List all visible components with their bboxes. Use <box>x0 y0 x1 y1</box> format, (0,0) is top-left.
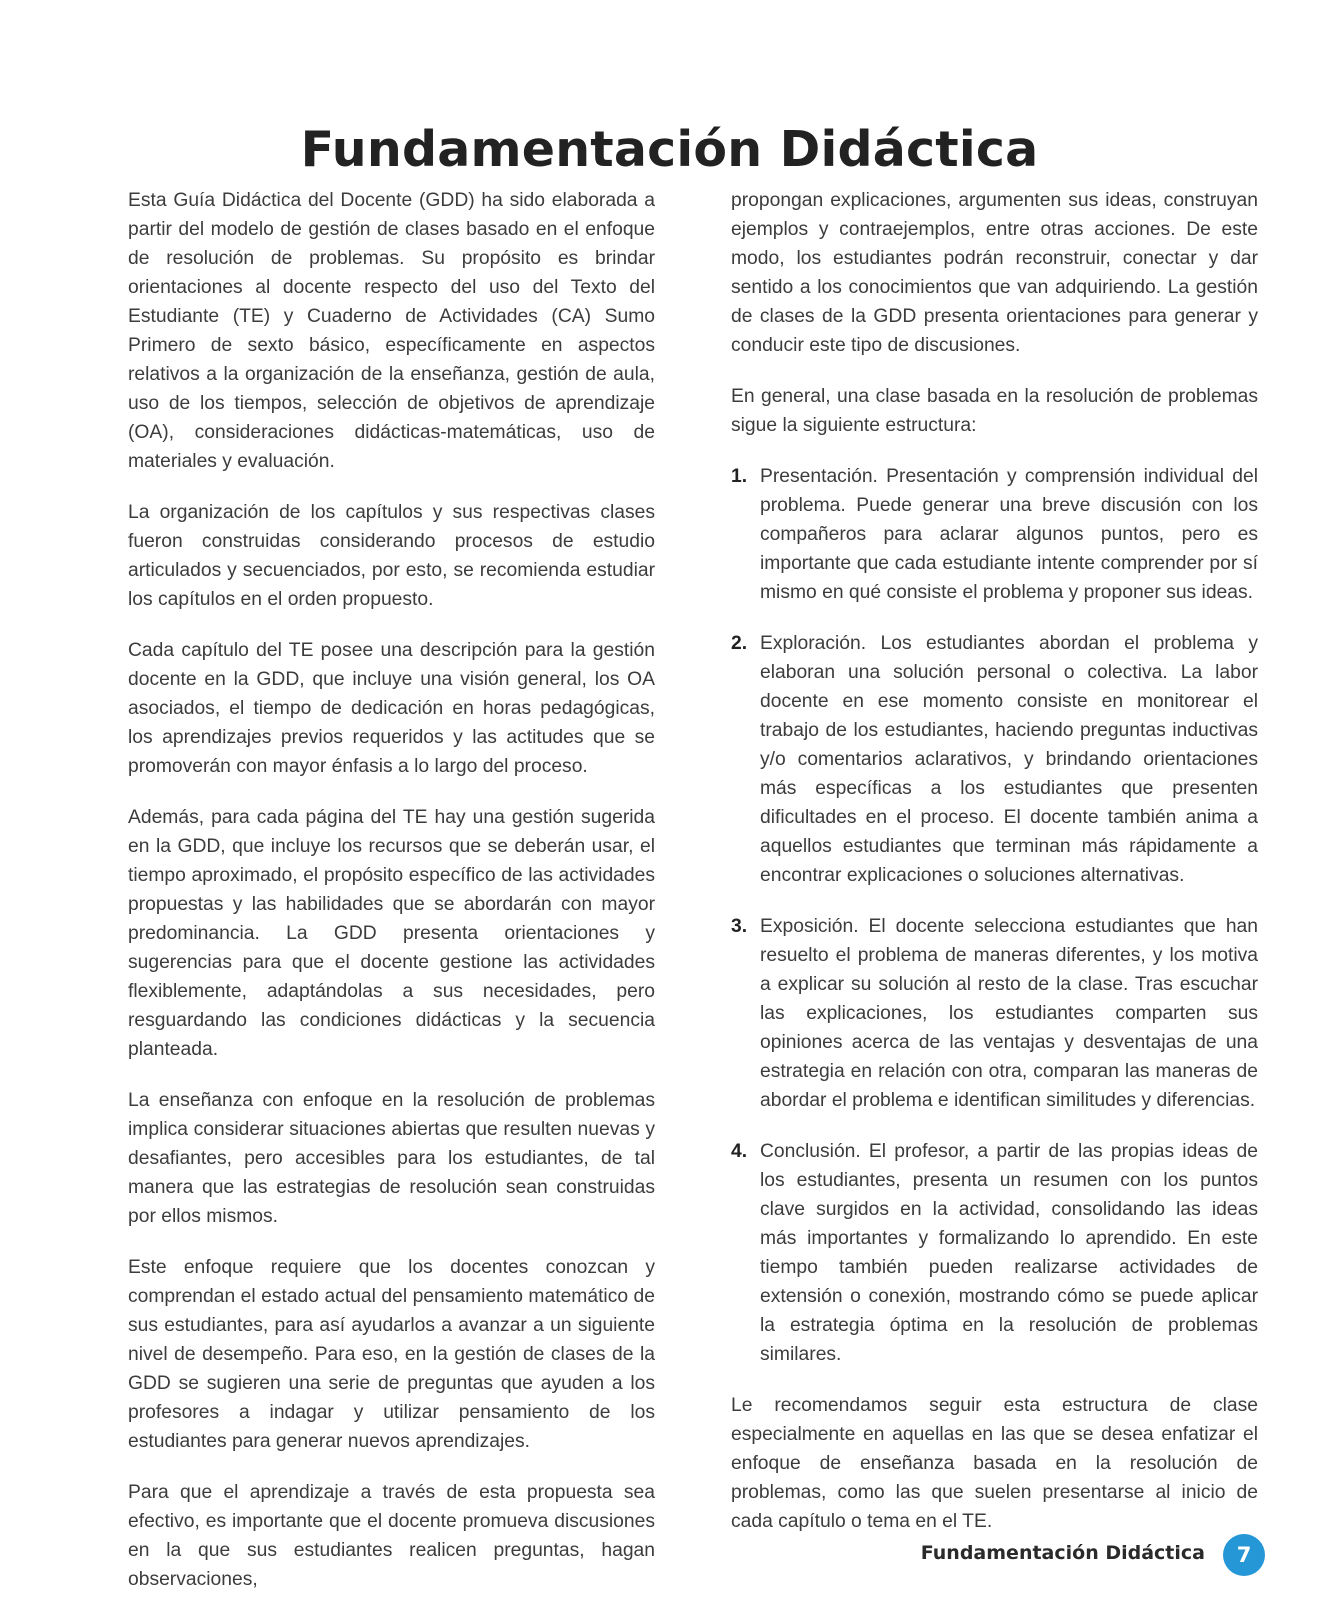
paragraph: Cada capítulo del TE posee una descripción para la gestión docente en la GDD, que incluye una visión general, los OA asociados, el tiempo de dedicación en horas pedagógicas, los aprendizajes previos requeridos y las actitudes que se promoverán con mayor énfasis a lo largo del proceso. <box>128 640 655 777</box>
paragraph: La organización de los capítulos y sus respectivas clases fueron construidas considerando procesos de estudio articulados y secuenciados, por esto, se recomienda estudiar los capítulos en el orden propuesto. <box>128 502 655 610</box>
lesson-structure-list <box>731 462 1258 1369</box>
page-number-badge: 7 <box>1223 1534 1265 1576</box>
list-item <box>731 629 1258 890</box>
list-item-text: Exposición. El docente selecciona estudiantes que han resuelto el problema de maneras diferentes, y los motiva a explicar su solución al resto de la clase. Tras escuchar las explicaciones, los estudiantes comparten sus opiniones acerca de las ventajas y desventajas de una estrategia en relación con otra, comparan las maneras de abordar el problema e identifican similitudes y diferencias. <box>760 916 1258 1111</box>
list-item <box>731 912 1258 1115</box>
paragraph: Para que el aprendizaje a través de esta propuesta sea efectivo, es importante que el docente promueva discusiones en la que sus estudiantes realicen preguntas, hagan observaciones, <box>128 1482 655 1590</box>
list-item-text: Presentación. Presentación y comprensión individual del problema. Puede generar una breve discusión con los compañeros para aclarar algunos puntos, pero es importante que cada estudiante intente comprender por sí mismo en qué consiste el problema y proponer sus ideas. <box>760 466 1258 603</box>
page-title: Fundamentación Didáctica <box>300 120 1039 178</box>
list-item-number: 4. <box>731 1141 748 1162</box>
paragraph: Esta Guía Didáctica del Docente (GDD) ha sido elaborada a partir del modelo de gestión de clases basado en el enfoque de resolución de problemas. Su propósito es brindar orientaciones al docente respecto del uso del Texto del Estudiante (TE) y Cuaderno de Actividades (CA) Sumo Primero de sexto básico, específicamente en aspectos relativos a la organización de la enseñanza, gestión de aula, uso de los tiempos, selección de objetivos de aprendizaje (OA), consideraciones didácticas-matemáticas, uso de materiales y evaluación. <box>128 190 655 472</box>
list-item <box>731 1137 1258 1369</box>
paragraph: En general, una clase basada en la resolución de problemas sigue la siguiente estructura: <box>731 386 1258 436</box>
paragraph: Este enfoque requiere que los docentes conozcan y comprendan el estado actual del pensamiento matemático de sus estudiantes, para así ayudarlos a avanzar a un siguiente nivel de desempeño. Para eso, en la gestión de clases de la GDD se sugieren una serie de preguntas que ayuden a los profesores a indagar y utilizar pensamiento de los estudiantes para generar nuevos aprendizajes. <box>128 1257 655 1452</box>
list-item-text: Conclusión. El profesor, a partir de las propias ideas de los estudiantes, presenta un resumen con los puntos clave surgidos en la actividad, consolidando las ideas más importantes y formalizando lo aprendido. En este tiempo también pueden realizarse actividades de extensión o conexión, mostrando cómo se puede aplicar la estrategia óptima en la resolución de problemas similares. <box>760 1141 1258 1365</box>
list-item-number: 1. <box>731 466 748 487</box>
paragraph: La enseñanza con enfoque en la resolución de problemas implica considerar situaciones abiertas que resulten nuevas y desafiantes, pero accesibles para los estudiantes, de tal manera que las estrategias de resolución sean construidas por ellos mismos. <box>128 1090 655 1227</box>
list-item <box>731 462 1258 607</box>
left-column <box>128 186 655 1594</box>
footer-section-title: Fundamentación Didáctica <box>920 1542 1205 1564</box>
paragraph: Además, para cada página del TE hay una gestión sugerida en la GDD, que incluye los recursos que se deberán usar, el tiempo aproximado, el propósito específico de las actividades propuestas y las habilidades que se abordarán con mayor predominancia. La GDD presenta orientaciones y sugerencias para que el docente gestione las actividades flexiblemente, adaptándolas a sus necesidades, pero resguardando las condiciones didácticas y la secuencia planteada. <box>128 807 655 1060</box>
list-item-number: 2. <box>731 633 748 654</box>
list-item-number: 3. <box>731 916 748 937</box>
paragraph: propongan explicaciones, argumenten sus ideas, construyan ejemplos y contraejemplos, entre otras acciones. De este modo, los estudiantes podrán reconstruir, conectar y dar sentido a los conocimientos que van adquiriendo. La gestión de clases de la GDD presenta orientaciones para generar y conducir este tipo de discusiones. <box>731 190 1258 356</box>
paragraph: Le recomendamos seguir esta estructura de clase especialmente en aquellas en las que se desea enfatizar el enfoque de enseñanza basada en la resolución de problemas, como las que suelen presentarse al inicio de cada capítulo o tema en el TE. <box>731 1395 1258 1532</box>
right-column <box>731 186 1258 1558</box>
list-item-text: Exploración. Los estudiantes abordan el problema y elaboran una solución personal o colectiva. La labor docente en ese momento consiste en monitorear el trabajo de los estudiantes, haciendo preguntas inductivas y/o comentarios aclarativos, y brindando orientaciones más específicas a los estudiantes que presenten dificultades en el proceso. El docente también anima a aquellos estudiantes que terminan más rápidamente a encontrar explicaciones o soluciones alternativas. <box>760 633 1258 886</box>
